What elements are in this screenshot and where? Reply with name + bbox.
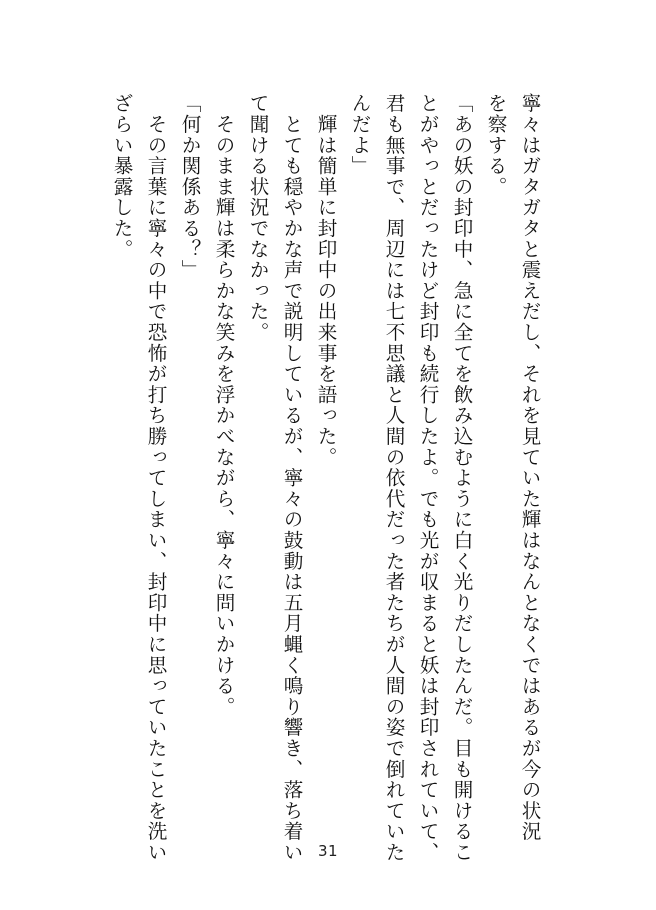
- text-line: んだよ」: [348, 93, 371, 177]
- text-line: 輝は簡単に封印中の出来事を語った。: [314, 93, 337, 468]
- text-line: て聞ける状況でなかった。: [246, 93, 269, 343]
- text-line: そのまま輝は柔らかな笑みを浮かべながら、寧々に問いかける。: [212, 93, 235, 717]
- text-line: とがやっとだったけど封印も続行したよ。でも光が収まると妖は封印されていて、: [416, 93, 439, 863]
- page-number: 31: [317, 842, 339, 860]
- text-line: その言葉に寧々の中で恐怖が打ち勝ってしまい、封印中に思っていたことを洗い: [144, 93, 167, 863]
- text-line: 君も無事で、周辺には七不思議と人間の依代だった者たちが人間の姿で倒れていた: [382, 93, 405, 863]
- text-line: ざらい暴露した。: [110, 93, 133, 260]
- text-line: とても穏やかな声で説明しているが、寧々の鼓動は五月蝿く鳴り響き、落ち着い: [280, 93, 303, 863]
- text-line: 寧々はガタガタと震えだし、それを見ていた輝はなんとなくではあるが今の状況: [518, 93, 541, 842]
- text-line: 「あの妖の封印中、急に全てを飲み込むように白く光りだしたんだ。目も開けるこ: [450, 93, 473, 863]
- text-line: 「何か関係ある？」: [178, 93, 201, 281]
- text-line: を察する。: [484, 93, 507, 197]
